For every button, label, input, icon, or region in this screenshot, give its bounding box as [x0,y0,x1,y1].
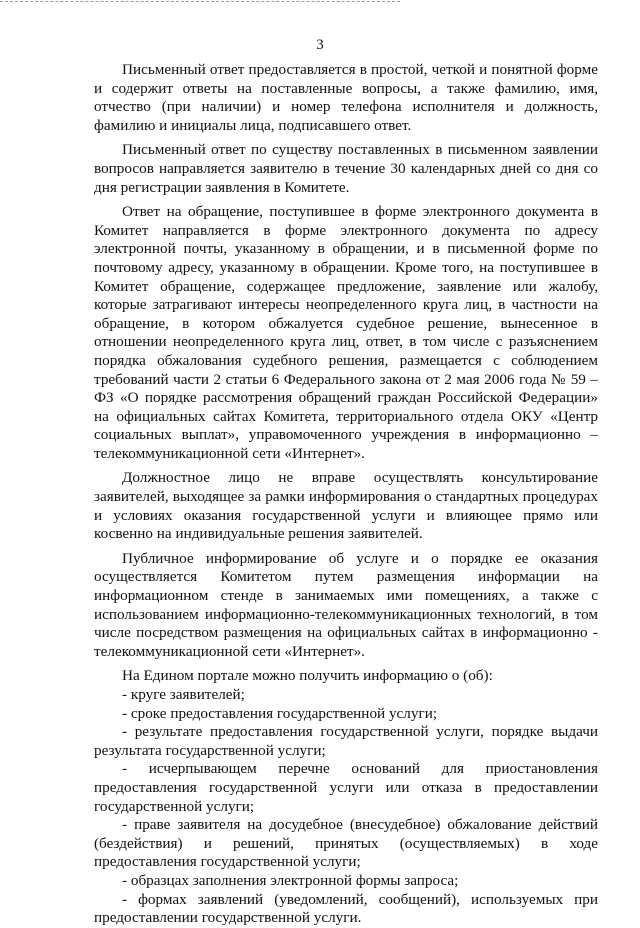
list-item: - формах заявлений (уведомлений, сообщений), используемых при предоставлении государственной услуги. [94,891,598,928]
list-item: - образцах заполнения электронной формы запроса; [94,872,598,891]
list-item: - результате предоставления государственной услуги, порядке выдачи результата государственной услуги; [94,723,598,760]
list-intro: На Едином портале можно получить информацию о (об): [122,667,493,685]
paragraph-consulting-limits: Должностное лицо не вправе осуществлять консультирование заявителей, выходящее за рамки информирования о стандартных процедурах и условиях оказания государственной услуги и влияющее прямо или косвенно на индивидуальные решения заявителей. [94,469,598,543]
portal-information-list [94,686,598,928]
top-dashed-rule [0,1,400,2]
paragraph-public-information: Публичное информирование об услуге и о порядке ее оказания осуществляется Комитетом путем размещения информации на информационном стенде в занимаемых ими помещениях, а также с использованием информационно-телекоммуникационных технологий, в том числе посредством размещения на официальных сайтах в информационно - телекоммуникационной сети «Интернет». [94,549,598,660]
list-item: - исчерпывающем перечне оснований для приостановления предоставления государственной услуги или отказа в предоставлении государственной услуги; [94,760,598,816]
paragraph-written-answer-form: Письменный ответ предоставляется в простой, четкой и понятной форме и содержит ответы на поставленные вопросы, а также фамилию, имя, отчество (при наличии) и номер телефона исполнителя и должность, фамилию и инициалы лица, подписавшего ответ. [94,61,598,134]
paragraph-electronic-answer: Ответ на обращение, поступившее в форме электронного документа в Комитет направляется в форме электронного документа по адресу электронной почты, указанному в обращении, и в письменной форме по почтовому адресу, указанному в обращении. Кроме того, на поступившее в Комитет обращение, содержащее предложение, заявление или жалобу, которые затрагивают интересы неопределенного круга лиц, в частности на обращение, в котором обжалуется судебное решение, вынесенное в отношении неопределенного круга лиц, ответ, в том числе с разъяснением порядка обжалования судебного решения, размещается с соблюдением требований части 2 статьи 6 Федерального закона от 2 мая 2006 года № 59 – ФЗ «О порядке рассмотрения обращений граждан Российской Федерации» на официальных сайтах Комитета, территориального отдела ОКУ «Центр социальных выплат», управомоченного учреждения в информационно – телекоммуникационной сети «Интернет». [94,203,598,462]
list-item: - круге заявителей; [94,686,598,705]
list-item: - праве заявителя на досудебное (внесудебное) обжалование действий (бездействия) и решений, принятых (осуществляемых) в ходе предоставления государственной услуги; [94,816,598,872]
paragraph-answer-deadline: Письменный ответ по существу поставленных в письменном заявлении вопросов направляется заявителю в течение 30 календарных дней со дня со дня регистрации заявления в Комитете. [94,141,598,196]
list-item: - сроке предоставления государственной услуги; [94,705,598,724]
document-body [94,61,598,928]
page-number: 3 [316,37,324,53]
